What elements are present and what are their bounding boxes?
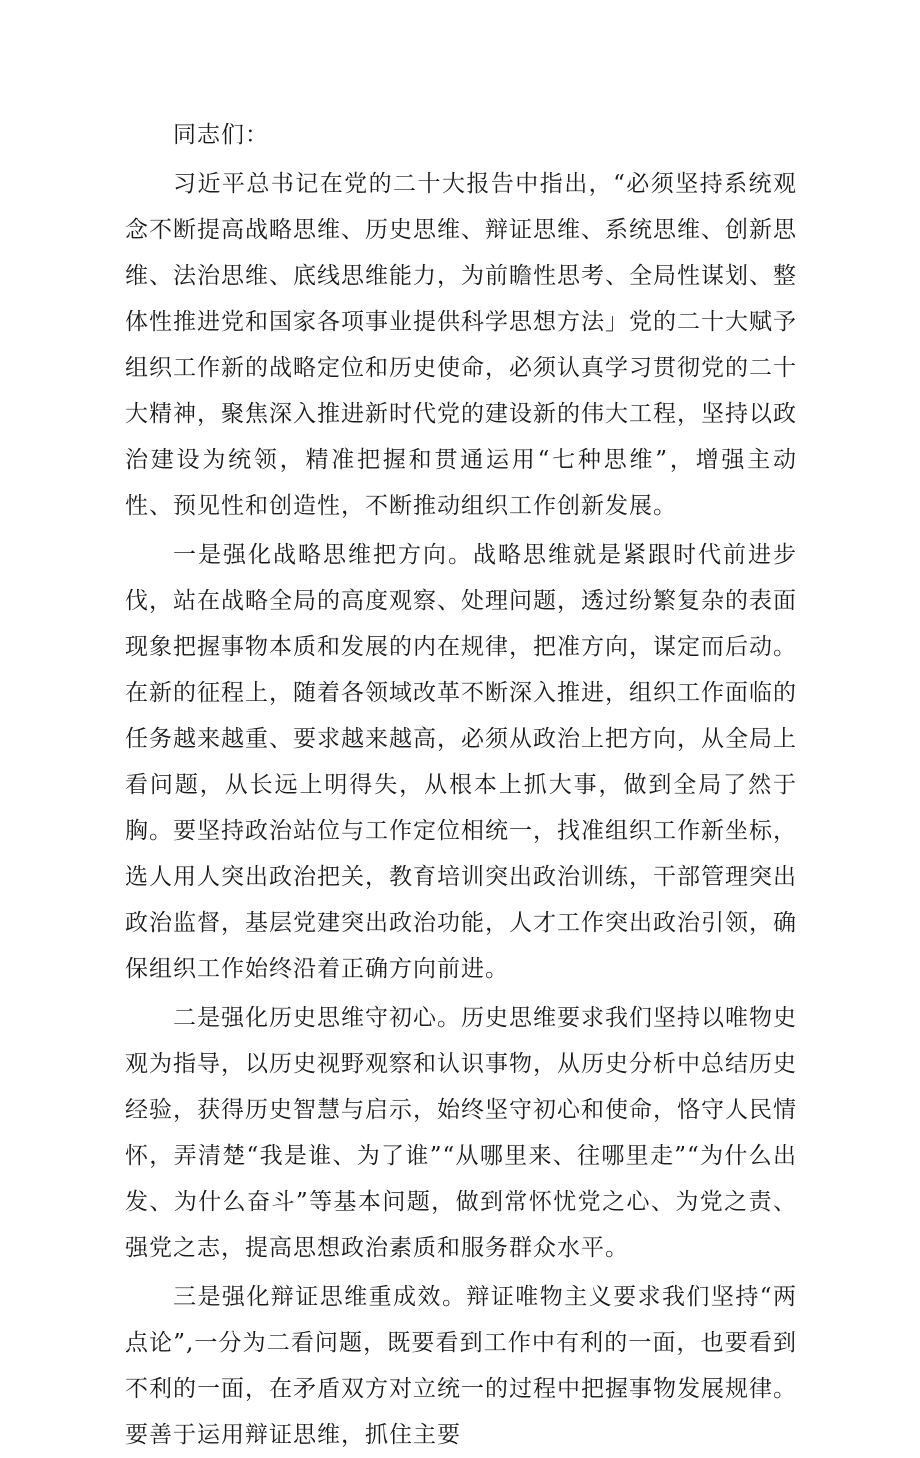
paragraph-dialectical-thinking: 三是强化辩证思维重成效。辩证唯物主义要求我们坚持“两点论”,一分为二看问题，既要看到工作中有利的一面，也要看到不利的一面，在矛盾双方对立统一的过程中把握事物发展规律。要善于运用辩证思维，抓住主要 <box>125 1284 797 1448</box>
paragraph-intro: 习近平总书记在党的二十大报告中指出，“必须坚持系统观念不断提高战略思维、历史思维、辩证思维、系统思维、创新思维、法治思维、底线思维能力，为前瞻性思考、全局性谋划、整体性推进党和国家各项事业提供科学思想方法」党的二十大赋予组织工作新的战略定位和历史使命，必须认真学习贯彻党的二十大精神，聚焦深入推进新时代党的建设新的伟大工程，坚持以政治建设为统领，精准把握和贯通运用“七种思维”，增强主动性、预见性和创造性，不断推动组织工作创新发展。 <box>125 171 797 519</box>
document-body <box>125 112 797 1458</box>
paragraph-strategic-thinking: 一是强化战略思维把方向。战略思维就是紧跟时代前进步伐，站在战略全局的高度观察、处理问题，透过纷繁复杂的表面现象把握事物本质和发展的内在规律，把准方向，谋定而后动。在新的征程上，随着各领域改革不断深入推进，组织工作面临的任务越来越重、要求越来越高，必须从政治上把方向，从全局上看问题，从长远上明得失，从根本上抓大事，做到全局了然于胸。要坚持政治站位与工作定位相统一，找准组织工作新坐标，选人用人突出政治把关，教育培训突出政治训练，干部管理突出政治监督，基层党建突出政治功能，人才工作突出政治引领，确保组织工作始终沿着正确方向前进。 <box>125 542 797 982</box>
paragraph-historical-thinking: 二是强化历史思维守初心。历史思维要求我们坚持以唯物史观为指导，以历史视野观察和认识事物，从历史分析中总结历史经验，获得历史智慧与启示，始终坚守初心和使命，恪守人民情怀，弄清楚“我是谁、为了谁”“从哪里来、往哪里走”“为什么出发、为什么奋斗”等基本问题，做到常怀忧党之心、为党之责、强党之志，提高思想政治素质和服务群众水平。 <box>125 1005 797 1261</box>
salutation: 同志们： <box>173 122 269 148</box>
